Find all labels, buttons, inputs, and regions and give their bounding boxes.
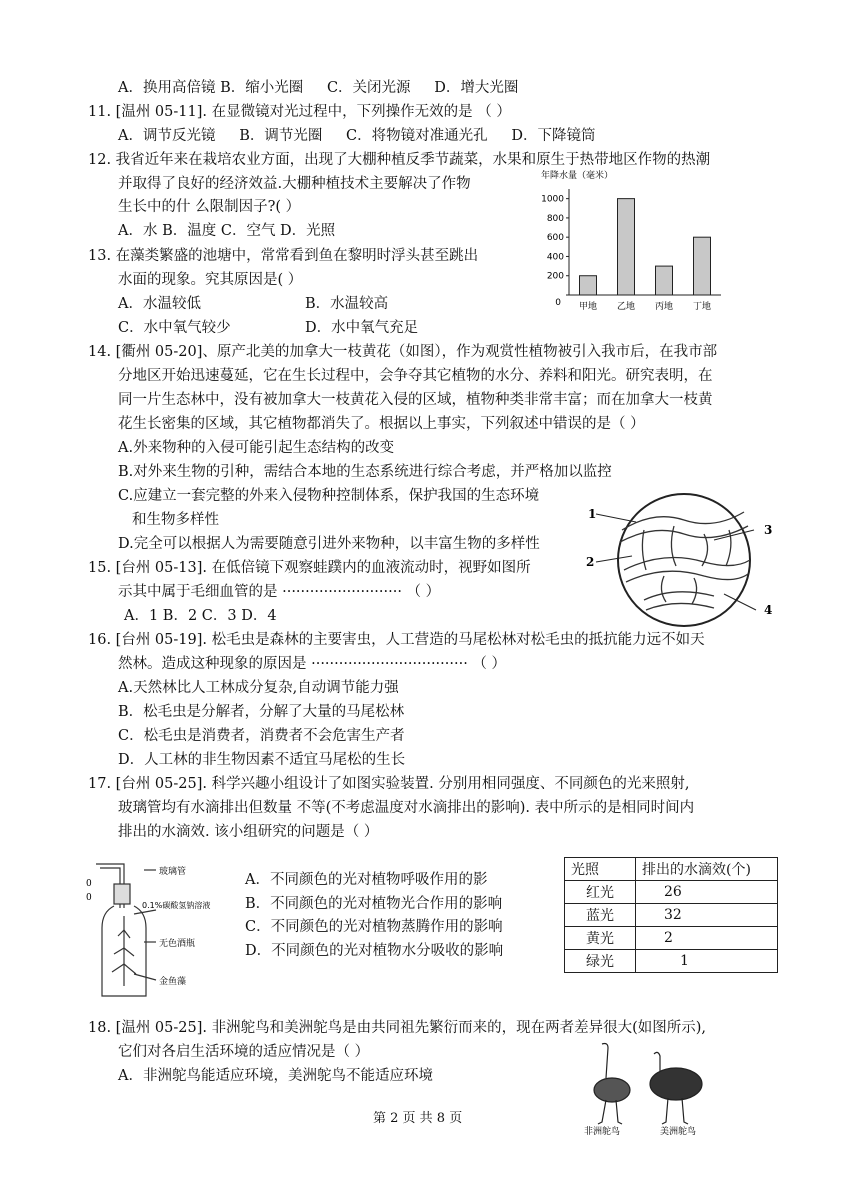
table-header-row: [565, 858, 778, 881]
chart-y-tick-label: 200: [546, 271, 564, 282]
chart-bar: [580, 276, 597, 295]
q16-option-c: C．松毛虫是消费者，消费者不会危害生产者: [118, 728, 405, 744]
q17-option-b: B．不同颜色的光对植物光合作用的影响: [245, 896, 503, 912]
chart-title: 年降水量（毫米）: [541, 171, 614, 181]
q14-line1: 14. [衢州 05-20]、原产北美的加拿大一枝黄花（如图），作为观赏性植物被引入我市后，在我市部: [88, 344, 718, 360]
field-of-view-circle: [618, 494, 750, 626]
table-cell: 绿光: [565, 950, 636, 973]
african-ostrich-drawing: [594, 1044, 630, 1125]
apparatus-zero-1: 0: [86, 879, 92, 889]
table-row: [565, 881, 778, 904]
q16-line2: 然林。造成这种现象的原因是 ·································· （ ）: [118, 656, 507, 672]
label-bottle: 无色酒瓶: [159, 939, 196, 949]
light-drip-table: [564, 857, 778, 973]
chart-x-tick-label: 丙地: [654, 302, 674, 312]
q14-option-c1: C.应建立一套完整的外来入侵物种控制体系，保护我国的生态环境: [118, 488, 540, 504]
q13-option-b: B．水温较高: [305, 296, 389, 312]
table-cell: 32: [636, 904, 778, 927]
q17-option-c: C．不同颜色的光对植物蒸腾作用的影响: [245, 919, 503, 935]
q14-option-a: A.外来物种的入侵可能引起生态结构的改变: [118, 440, 395, 456]
q12-options: A．水 B．温度 C．空气 D．光照: [118, 223, 336, 239]
q17-option-d: D．不同颜色的光对植物水分吸收的影响: [245, 943, 504, 959]
table-row: [565, 950, 778, 973]
q11-options: A．调节反光镜 B．调节光圈 C．将物镜对准通光孔 D．下降镜筒: [118, 128, 596, 144]
q14-line4: 花生长密集的区域，其它植物都消失了。根据以上事实，下列叙述中错误的是（ ）: [118, 416, 645, 432]
q10-options: A．换用高倍镜 B．缩小光圈 C．关闭光源 D．增大光圈: [118, 80, 519, 96]
caption-african-ostrich: 非洲鸵鸟: [584, 1127, 621, 1136]
experiment-apparatus-figure: [84, 856, 244, 1006]
q16-option-a: A.天然林比人工林成分复杂,自动调节能力强: [118, 680, 399, 696]
label-3: 3: [764, 523, 773, 537]
q11-stem: 11. [温州 05-11]. 在显微镜对光过程中，下列操作无效的是 （ ）: [88, 104, 511, 120]
q18-option-a: A．非洲鸵鸟能适应环境，美洲鸵鸟不能适应环境: [118, 1068, 433, 1084]
q13-line1: 13. 在藻类繁盛的池塘中，常常看到鱼在黎明时浮头甚至跳出: [88, 248, 479, 264]
q13-option-c: C．水中氧气较少: [118, 320, 231, 336]
page-footer: 第 2 页 共 8 页: [373, 1111, 463, 1126]
q15-line1: 15. [台州 05-13]. 在低倍镜下观察蛙蹼内的血液流动时，视野如图所: [88, 560, 531, 576]
q14-option-b: B.对外来生物的引种，需结合本地的生态系统进行综合考虑，并严格加以监控: [118, 464, 612, 480]
label-2: 2: [586, 555, 595, 569]
table-cell: 26: [636, 881, 778, 904]
chart-y-tick-label: 1000: [541, 194, 564, 205]
american-rhea-drawing: [650, 1052, 702, 1124]
label-4: 4: [764, 603, 773, 617]
q16-option-d: D．人工林的非生物因素不适宜马尾松的生长: [118, 752, 406, 768]
q17-option-a: A．不同颜色的光对植物呼吸作用的影: [245, 872, 488, 888]
q17-line3: 排出的水滴效. 该小组研究的问题是（ ）: [118, 824, 379, 840]
chart-bar: [618, 199, 635, 295]
q13-option-d: D．水中氧气充足: [305, 320, 419, 336]
q12-line2: 并取得了良好的经济效益.大棚种植技术主要解决了作物: [118, 176, 471, 192]
q14-line3: 同一片生态林中，没有被加拿大一枝黄花入侵的区域，植物种类非常丰富；而在加拿大一枝黄: [118, 392, 713, 408]
q12-line3: 生长中的什 么限制因子?( ）: [118, 199, 301, 215]
table-header-cell: 光照: [565, 858, 636, 881]
table-cell: 蓝光: [565, 904, 636, 927]
q14-line2: 分地区开始迅速蔓延，它在生长过程中，会争夺其它植物的水分、养料和阳光。研究表明，在: [118, 368, 713, 384]
label-solution: 0.1%碳酸氢钠溶液: [142, 901, 211, 910]
chart-x-tick-label: 乙地: [616, 302, 636, 312]
q14-option-d: D.完全可以根据人为需要随意引进外来物种，以丰富生物的多样性: [118, 536, 540, 552]
q18-line1: 18. [温州 05-25]. 非洲鸵鸟和美洲鸵鸟是由共同祖先繁衍而来的，现在两者差异很大(如图所示),: [88, 1020, 707, 1036]
chart-y-tick-label: 600: [546, 233, 564, 244]
q18-line2: 它们对各启生活环境的适应情况是（ ）: [118, 1044, 370, 1060]
q13-option-a: A．水温较低: [118, 296, 201, 312]
table-row: [565, 927, 778, 950]
table-cell: 黄光: [565, 927, 636, 950]
q15-options: A．1 B．2 C．3 D．4: [124, 608, 277, 624]
caption-american-ostrich: 美洲鸵鸟: [660, 1127, 697, 1136]
table-cell: 2: [636, 927, 778, 950]
chart-y-tick-label: 0: [555, 298, 561, 308]
q12-line1: 12. 我省近年来在栽培农业方面，出现了大棚种植反季节蔬菜，水果和原生于热带地区作物的热潮: [88, 152, 711, 168]
q13-line2: 水面的现象。究其原因是( ）: [118, 272, 303, 288]
chart-x-tick-label: 丁地: [692, 302, 712, 312]
apparatus-zero-2: 0: [86, 893, 92, 903]
q16-option-b: B．松毛虫是分解者，分解了大量的马尾松林: [118, 704, 405, 720]
chart-bar: [656, 266, 673, 295]
q17-line2: 玻璃管均有水滴排出但数量 不等(不考虑温度对水滴排出的影响). 表中所示的是相同时间内: [118, 800, 695, 816]
label-1: 1: [588, 507, 597, 521]
table-header-cell: 排出的水滴效(个): [636, 858, 778, 881]
q16-line1: 16. [台州 05-19]. 松毛虫是森林的主要害虫，人工营造的马尾松林对松毛虫的抵抗能力远不如天: [88, 632, 705, 648]
ostrich-figure: [578, 1038, 728, 1136]
rainfall-bar-chart: [535, 167, 725, 315]
q17-line1: 17. [台州 05-25]. 科学兴趣小组设计了如图实验装置. 分别用相同强度、不同颜色的光来照射,: [88, 776, 690, 792]
label-plant: 金鱼藻: [159, 977, 187, 987]
q15-line2: 示其中属于毛细血管的是 ·························· （ ）: [118, 584, 441, 600]
chart-y-tick-label: 800: [546, 213, 564, 224]
capillary-microscope-figure: [584, 490, 784, 630]
chart-x-tick-label: 甲地: [578, 302, 598, 312]
table-cell: 红光: [565, 881, 636, 904]
label-glass-tube: 玻璃管: [159, 867, 187, 877]
table-row: [565, 904, 778, 927]
chart-y-tick-label: 400: [546, 252, 564, 263]
chart-bar: [694, 237, 711, 295]
q14-option-c2: 和生物多样性: [132, 512, 219, 528]
table-cell: 1: [636, 950, 778, 973]
